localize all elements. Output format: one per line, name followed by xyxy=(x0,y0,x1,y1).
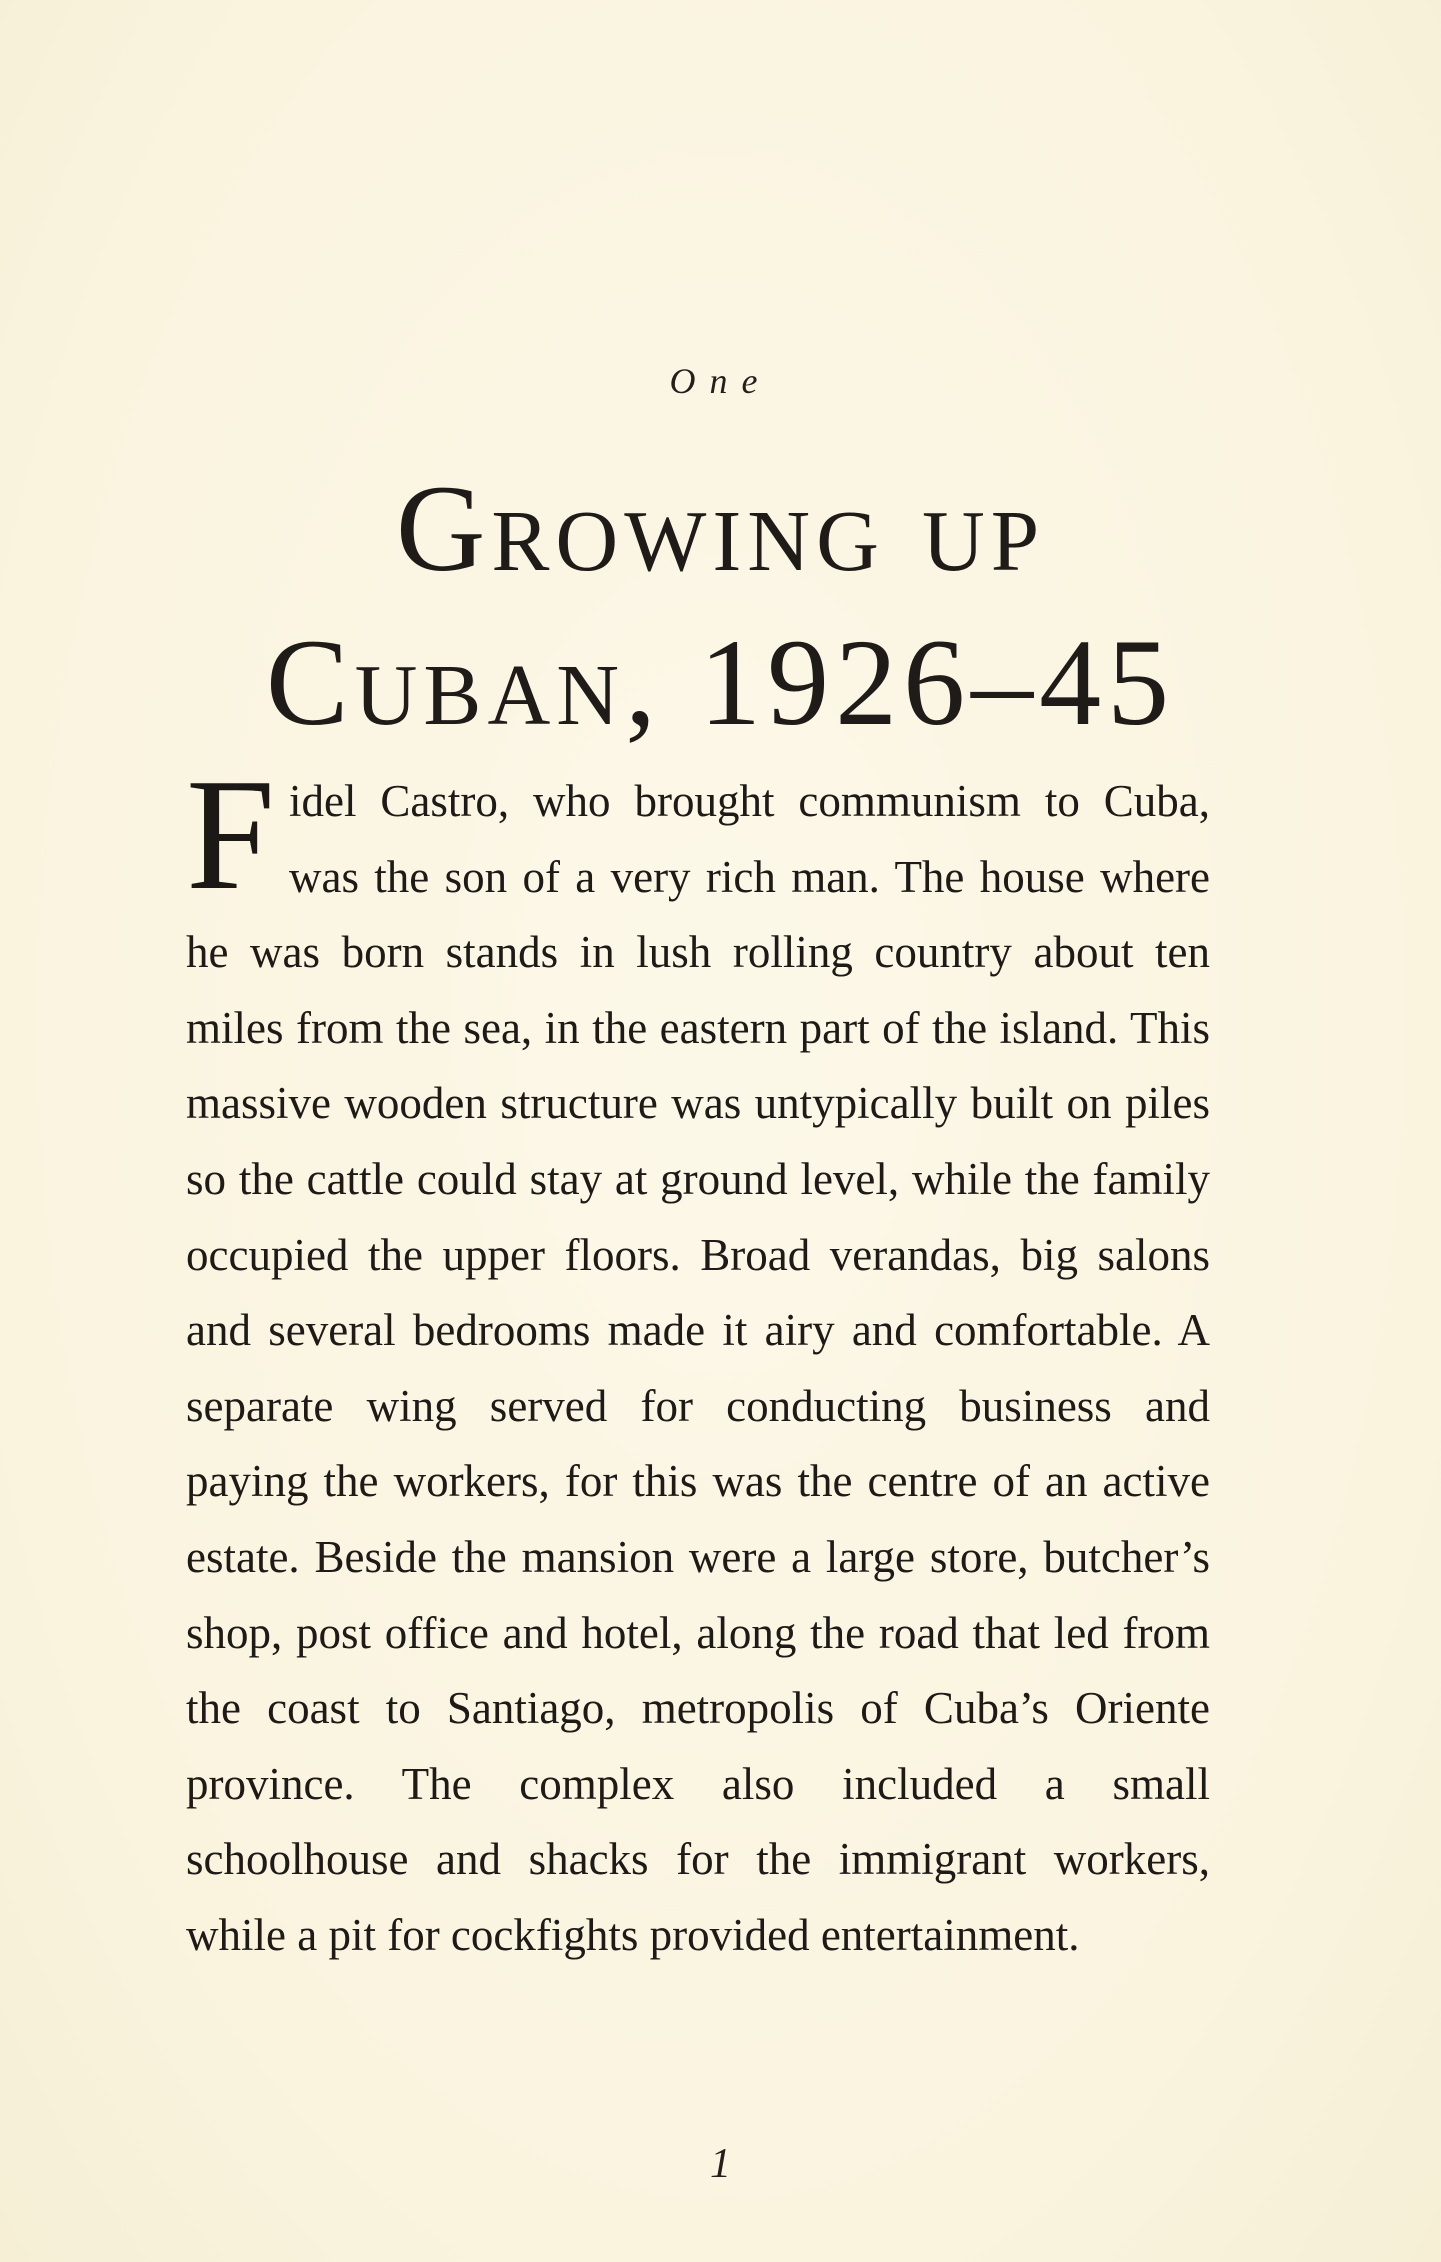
chapter-title-line-1: Growing up xyxy=(395,460,1046,597)
page-number: 1 xyxy=(710,2141,731,2187)
body-paragraph-text: idel Castro, who brought communism to Cuba, was the son of a very rich man. The house where he was born stands in lush rolling country about ten miles from the sea, in the eastern part of the island. This massive wooden structure was untypically built on piles so the cattle could stay at ground level, while the family occupied the upper floors. Broad verandas, big salons and several bedrooms made it airy and comfortable. A separate wing served for conducting business and paying the workers, for this was the centre of an active estate. Beside the mansion were a large store, butcher’s shop, post office and hotel, along the road that led from the coast to Santiago, metropolis of Cuba’s Oriente province. The complex also included a small schoolhouse and shacks for the immigrant workers, while a pit for cockfights provided entertainment. xyxy=(186,776,1210,1960)
body-paragraph xyxy=(186,745,1210,1974)
drop-cap-letter: F xyxy=(186,745,275,923)
chapter-title-line-2: Cuban, 1926–45 xyxy=(265,614,1176,751)
chapter-title xyxy=(0,452,1441,760)
chapter-number-label: One xyxy=(669,361,772,401)
